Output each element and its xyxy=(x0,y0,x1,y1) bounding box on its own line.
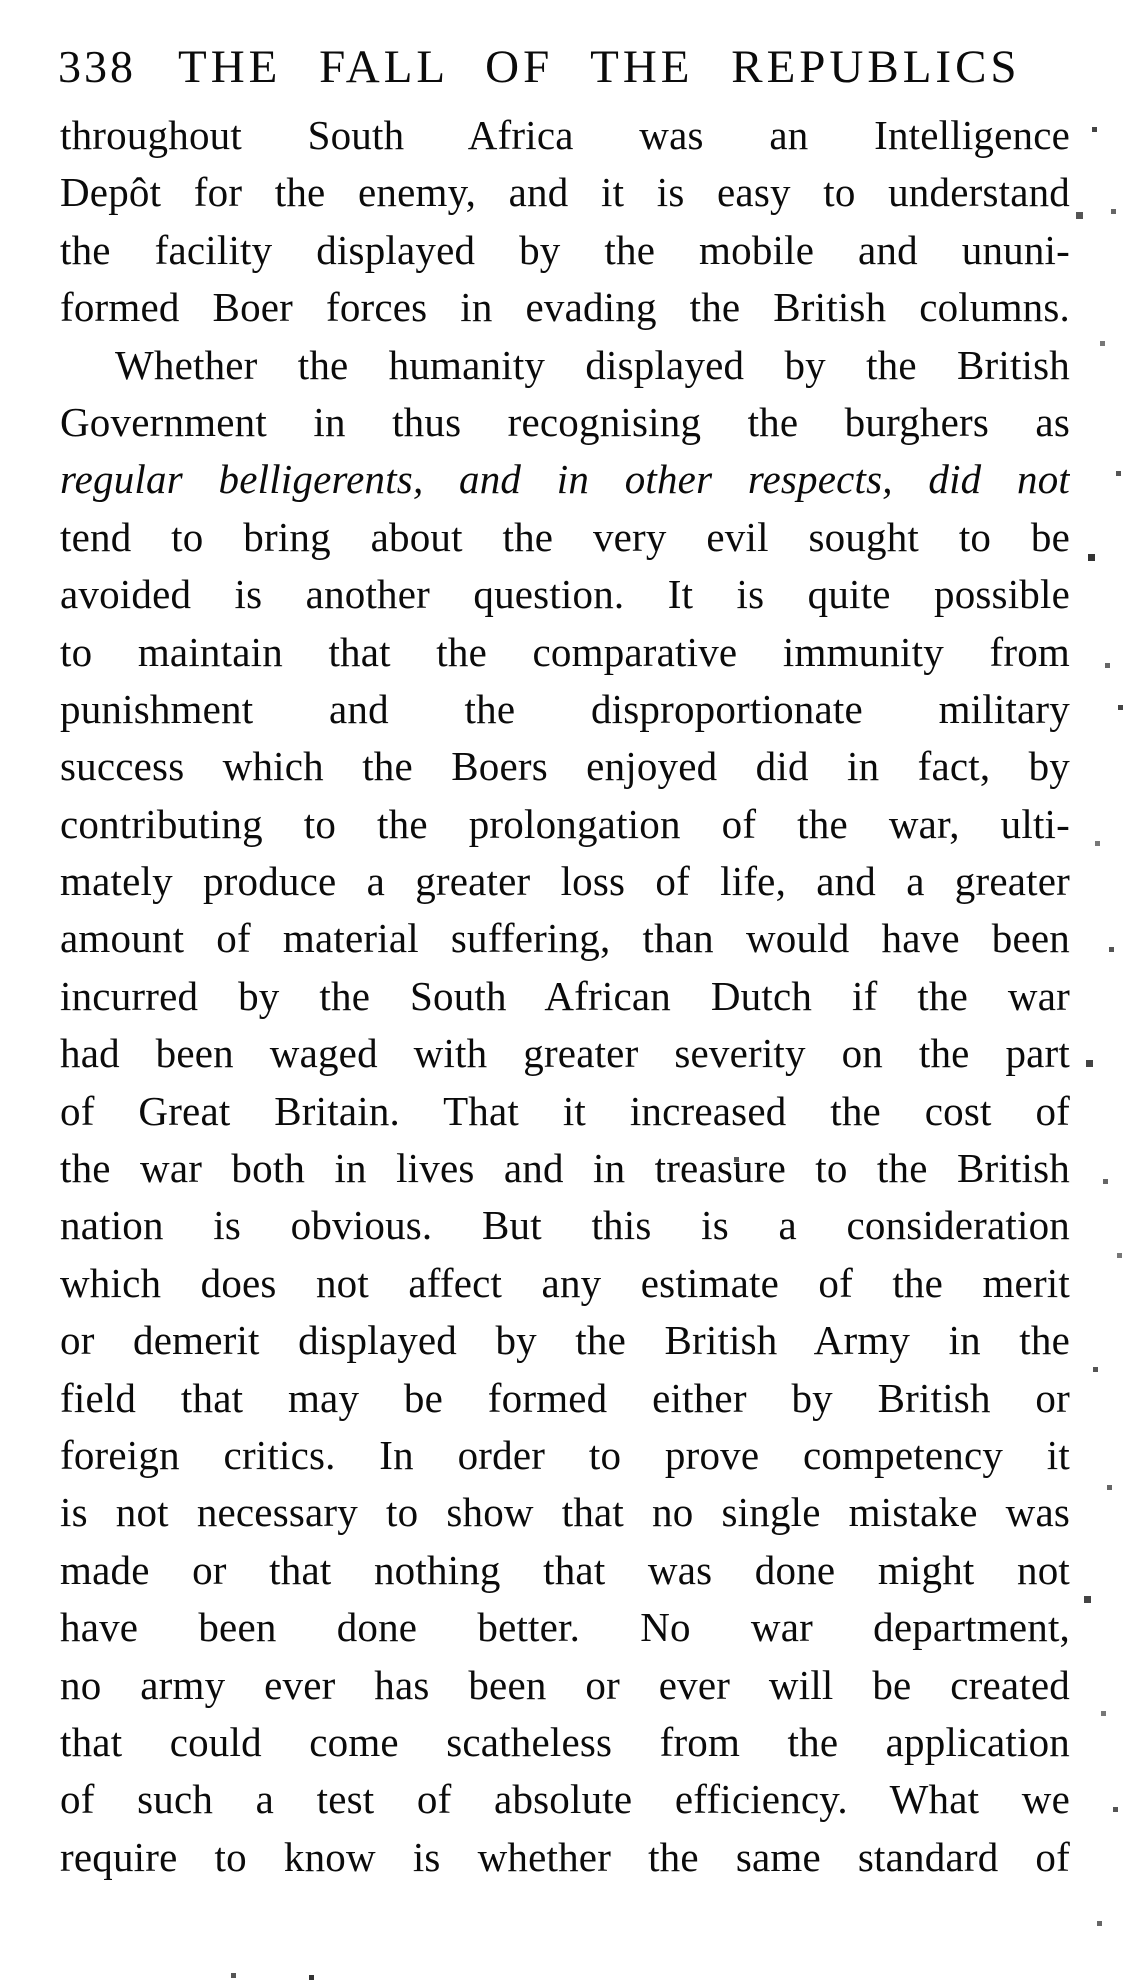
text-line: the war both in lives and in treasure to the British xyxy=(60,1145,1070,1192)
text-line: which does not affect any estimate of the merit xyxy=(60,1259,1070,1306)
page-number: 338 xyxy=(58,41,136,92)
text-line: or demerit displayed by the British Army in the xyxy=(60,1317,1070,1364)
text-line: success which the Boers enjoyed did in fact, by xyxy=(60,743,1070,790)
text-line: tend to bring about the very evil sought to be xyxy=(60,513,1070,560)
text-line: field that may be formed either by British or xyxy=(60,1374,1070,1421)
text-line: amount of material suffering, than would have been xyxy=(60,915,1070,962)
text-line: require to know is whether the same standard of xyxy=(60,1833,1070,1880)
text-line: had been waged with greater severity on the part xyxy=(60,1030,1070,1077)
scan-noise-speckles xyxy=(0,0,3,3)
text-line: is not necessary to show that no single mistake was xyxy=(60,1489,1070,1536)
text-line: the facility displayed by the mobile and ununi- xyxy=(60,226,1070,273)
text-line: foreign critics. In order to prove competency it xyxy=(60,1431,1070,1478)
text-line: Government in thus recognising the burghers as xyxy=(60,398,1070,445)
text-line: nation is obvious. But this is a consideration xyxy=(60,1202,1070,1249)
text-line: incurred by the South African Dutch if the war xyxy=(60,972,1070,1019)
text-line-italic: regular belligerents, and in other respects, did not xyxy=(60,456,1070,503)
text-line: of such a test of absolute efficiency. What we xyxy=(60,1776,1070,1823)
text-line: of Great Britain. That it increased the cost of xyxy=(60,1087,1070,1134)
text-line: contributing to the prolongation of the war, ulti- xyxy=(60,800,1070,847)
text-line: to maintain that the comparative immunity from xyxy=(60,628,1070,675)
text-line: formed Boer forces in evading the British columns. xyxy=(60,284,1070,331)
text-line: avoided is another question. It is quite possible xyxy=(60,571,1070,618)
text-line: punishment and the disproportionate military xyxy=(60,685,1070,732)
text-line-paragraph-start: Whether the humanity displayed by the British xyxy=(115,341,1070,388)
running-title: THE FALL OF THE REPUBLICS xyxy=(178,41,1021,93)
text-line: have been done better. No war department, xyxy=(60,1604,1070,1651)
page-header xyxy=(58,40,1070,94)
text-block xyxy=(60,107,1070,1886)
text-line: throughout South Africa was an Intelligence xyxy=(60,112,1070,158)
text-line: Depôt for the enemy, and it is easy to understand xyxy=(60,169,1070,216)
text-line: made or that nothing that was done might not xyxy=(60,1546,1070,1593)
text-line: that could come scatheless from the application xyxy=(60,1718,1070,1765)
text-line: mately produce a greater loss of life, and a greater xyxy=(60,858,1070,905)
text-line: no army ever has been or ever will be created xyxy=(60,1661,1070,1708)
